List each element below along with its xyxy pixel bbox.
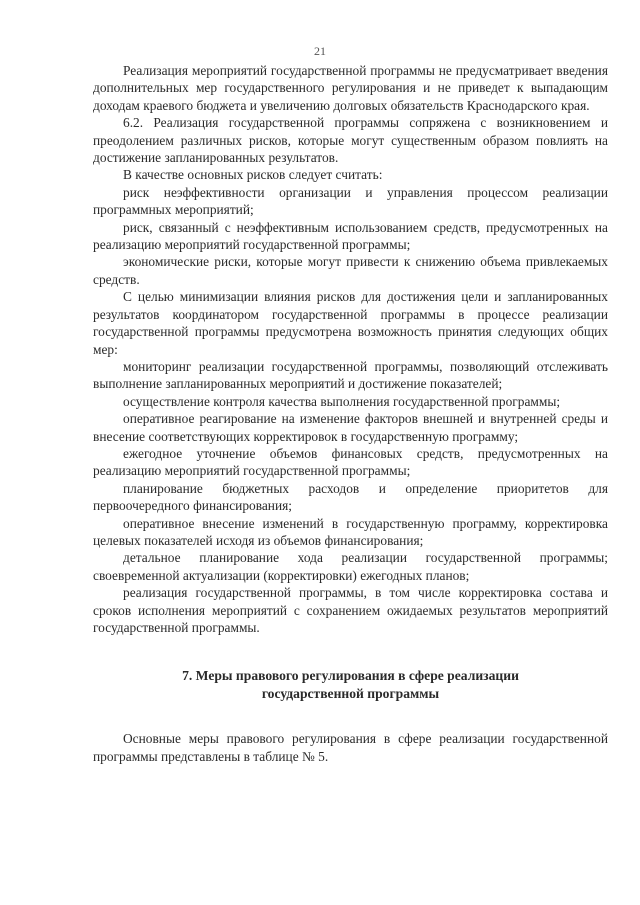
list-item-quality-control: осуществление контроля качества выполнения государственной программы; bbox=[123, 393, 561, 409]
list-item-budget-planning: планирование бюджетных расходов и определение приоритетов для первоочередного финансирования; bbox=[93, 480, 608, 514]
list-item-risk-funds-usage: риск, связанный с неэффективным использованием средств, предусмотренных на реализацию мероприятий государственной программы; bbox=[93, 219, 608, 253]
list-item-detailed-planning: детальное планирование хода реализации государственной программы; своевременной актуализации (корректировки) ежегодных планов; bbox=[93, 550, 608, 583]
list-item-rapid-response: оперативное реагирование на изменение факторов внешней и внутренней среды и внесение соответствующих корректировок в государственную программу; bbox=[93, 411, 608, 444]
section-heading-line2: государственной программы bbox=[261, 685, 440, 701]
list-item-monitoring: мониторинг реализации государственной программы, позволяющий отслеживать выполнение запланированных мероприятий и достижение показателей; bbox=[93, 358, 608, 392]
paragraph-risks-intro: 6.2. Реализация государственной программы сопряжена с возникновением и преодолением различных рисков, которые могут существенным образом повлиять на достижение запланированных результатов. bbox=[93, 115, 608, 166]
list-item-implementation-adjustment: реализация государственной программы, в том числе корректировка состава и сроков исполнения мероприятий с сохранением ожидаемых результатов мероприятий государственной программы. bbox=[93, 585, 608, 635]
paragraph-main-risks-lead: В качестве основных рисков следует считать: bbox=[123, 167, 383, 183]
section-heading-line1: 7. Меры правового регулирования в сфере реализации bbox=[182, 668, 519, 684]
document-body bbox=[93, 62, 608, 765]
list-item-risk-economic: экономические риски, которые могут привести к снижению объема привлекаемых средств. bbox=[93, 254, 608, 287]
page-number: 21 bbox=[314, 44, 326, 58]
section-heading bbox=[93, 667, 608, 702]
list-item-program-changes: оперативное внесение изменений в государственную программу, корректировка целевых показателей исходя из объемов финансирования; bbox=[93, 515, 608, 548]
paragraph-mitigation-intro: С целью минимизации влияния рисков для достижения цели и запланированных результатов координатором государственной программы в процессе реализации государственной программы предусмотрена возможность принятия следующих общих мер: bbox=[93, 289, 608, 357]
list-item-annual-refinement: ежегодное уточнение объемов финансовых средств, предусмотренных на реализацию мероприятий государственной программы; bbox=[93, 445, 608, 479]
paragraph-no-extra-measures: Реализация мероприятий государственной программы не предусматривает введения дополнительных мер государственного регулирования и не приведет к выпадающим доходам краевого бюджета и увеличению долговых обязательств Краснодарского края. bbox=[93, 63, 608, 113]
paragraph-legal-measures: Основные меры правового регулирования в сфере реализации государственной программы представлены в таблице № 5. bbox=[93, 731, 608, 764]
list-item-risk-management: риск неэффективности организации и управления процессом реализации программных мероприятий; bbox=[93, 184, 608, 218]
